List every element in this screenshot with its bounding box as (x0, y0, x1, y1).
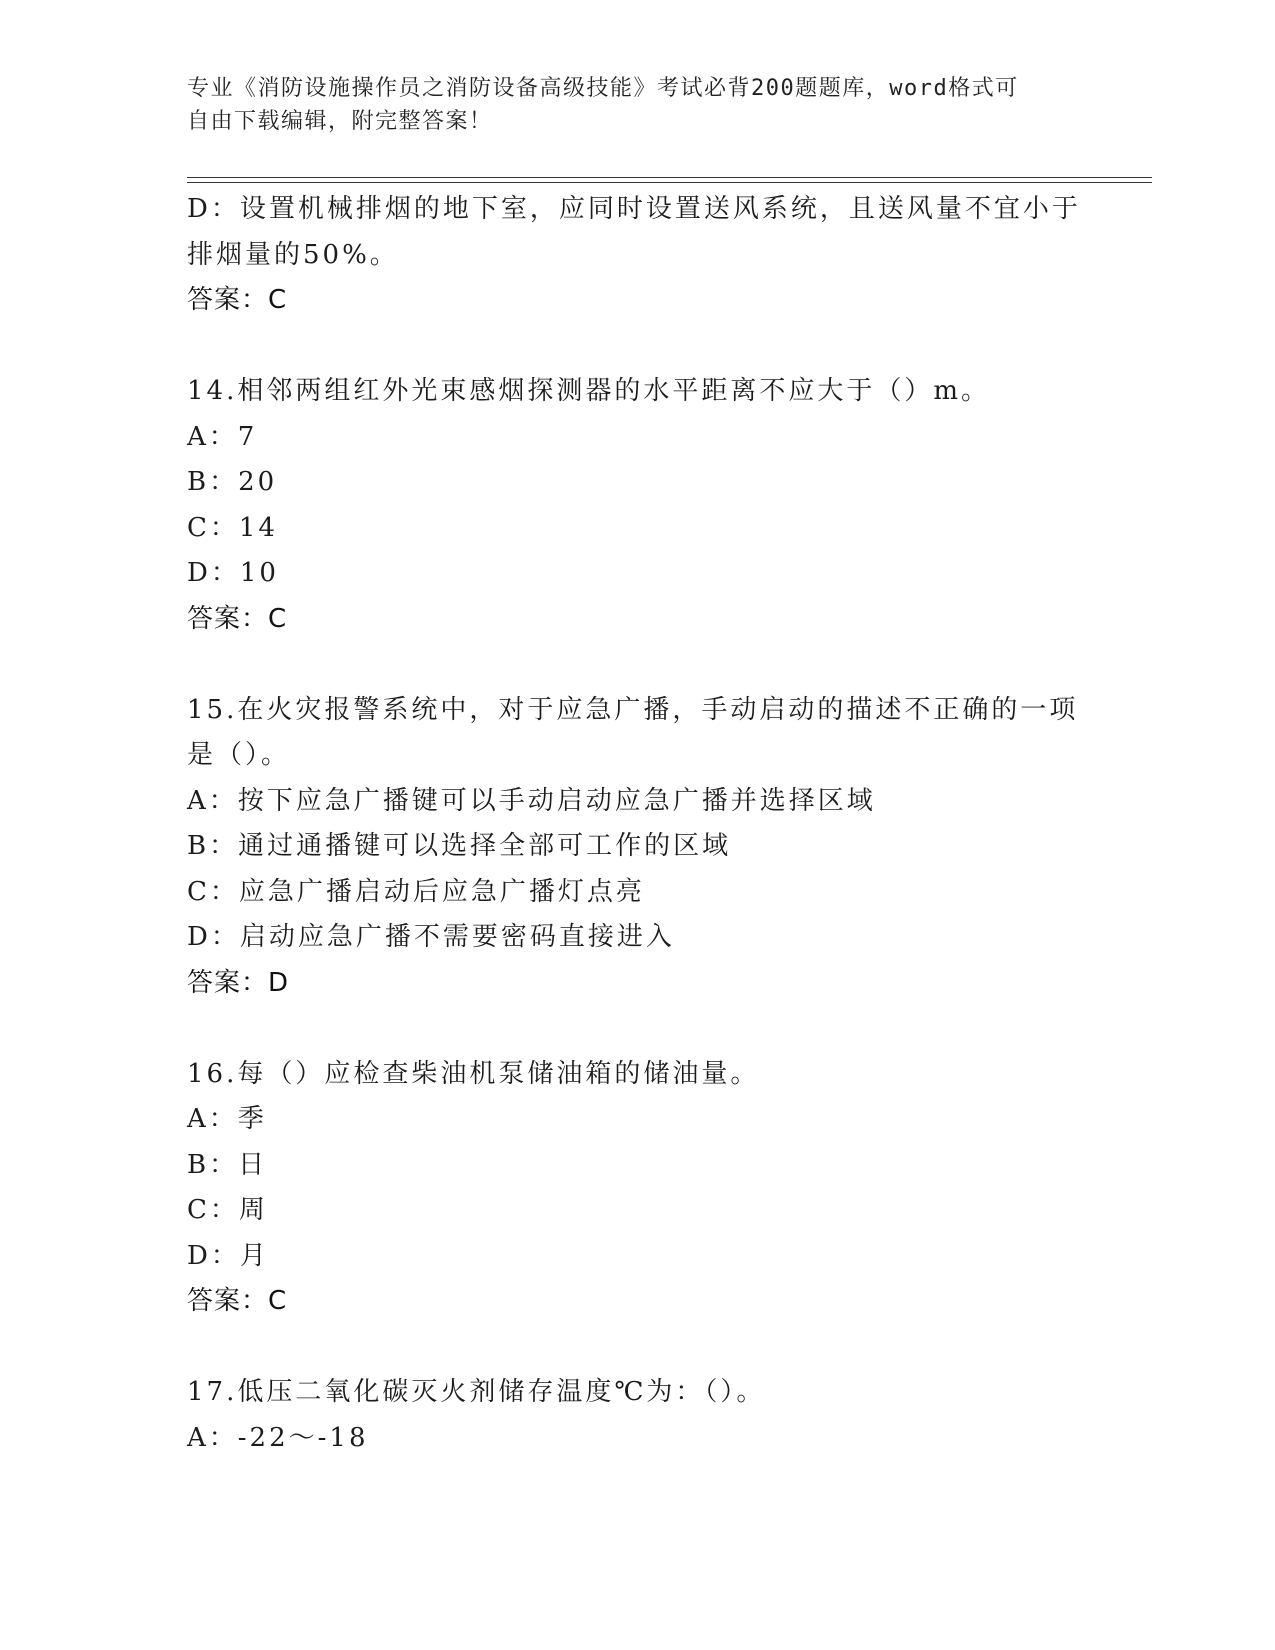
option-a: A：季 (187, 1104, 267, 1134)
spacer (187, 324, 1087, 370)
option-d-text-line-1: D：设置机械排烟的地下室，应同时设置送风系统，且送风量不宜小于 (187, 194, 1081, 224)
option-a: A：-22～-18 (187, 1422, 369, 1453)
header-divider-top (187, 177, 1152, 178)
question-14 (187, 369, 1087, 642)
header-divider-bottom (187, 182, 1152, 183)
question-stem: 14.相邻两组红外光束感烟探测器的水平距离不应大于（）m。 (187, 376, 991, 406)
option-c: C：周 (187, 1195, 268, 1225)
spacer (187, 1325, 1087, 1371)
carryover-block (187, 187, 1087, 324)
question-stem-line-1: 15.在火灾报警系统中，对于应急广播，手动启动的描述不正确的一项 (187, 694, 1079, 725)
option-d-text-line-2: 排烟量的50%。 (187, 239, 399, 270)
question-stem-line-2: 是（）。 (187, 740, 291, 770)
document-header (187, 72, 1067, 138)
option-d: D：10 (187, 558, 279, 588)
option-a: A：7 (187, 421, 258, 452)
answer-line: 答案：C (187, 285, 288, 315)
spacer (187, 1006, 1087, 1052)
spacer (187, 642, 1087, 688)
option-c: C：应急广播启动后应急广播灯点亮 (187, 876, 645, 907)
option-b: B：通过通播键可以选择全部可工作的区域 (187, 831, 732, 861)
question-16 (187, 1052, 1087, 1325)
option-b: B：20 (187, 467, 278, 497)
option-c: C：14 (187, 512, 278, 543)
question-stem: 16.每（）应检查柴油机泵储油箱的储油量。 (187, 1058, 760, 1089)
option-d: D：月 (187, 1240, 269, 1271)
question-15 (187, 688, 1087, 1007)
header-title-line-1: 专业《消防设施操作员之消防设备高级技能》考试必背200题题库，word格式可 (187, 76, 1019, 101)
answer-line: 答案：C (187, 603, 288, 634)
header-title-line-2: 自由下载编辑，附完整答案！ (187, 109, 493, 134)
option-a: A：按下应急广播键可以手动启动应急广播并选择区域 (187, 785, 876, 816)
question-content (187, 187, 1087, 1461)
answer-line: 答案：C (187, 1286, 288, 1316)
option-b: B：日 (187, 1149, 268, 1180)
option-d: D：启动应急广播不需要密码直接进入 (187, 922, 675, 952)
question-stem: 17.低压二氧化碳灭火剂储存温度℃为：（）。 (187, 1377, 766, 1407)
answer-line: 答案：D (187, 967, 290, 998)
question-17 (187, 1370, 1087, 1461)
